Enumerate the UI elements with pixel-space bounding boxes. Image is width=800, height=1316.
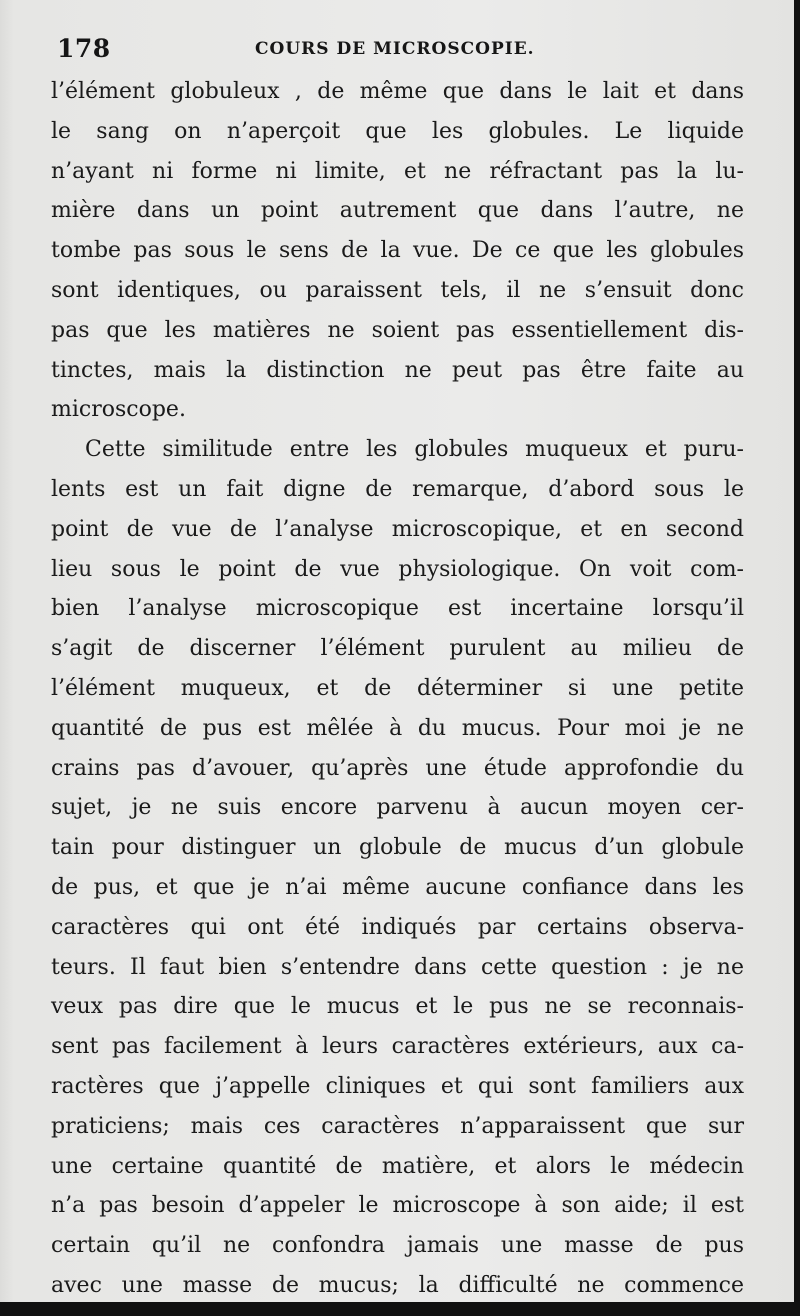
text-line: sent pas facilement à leurs caractères extérieurs, aux ca- <box>51 1034 744 1060</box>
text-line: bien l’analyse microscopique est incertaine lorsqu’il <box>51 596 744 622</box>
text-line: teurs. Il faut bien s’entendre dans cette question : je ne <box>51 954 744 980</box>
paragraph-2 <box>51 430 744 1302</box>
text-line: sont identiques, ou paraissent tels, il ne s’ensuit donc <box>51 277 744 303</box>
text-line: microscope. <box>51 397 186 423</box>
text-line: l’élément globuleux , de même que dans le lait et dans <box>51 79 744 104</box>
page-number: 178 <box>57 34 111 63</box>
text-line: avec une masse de mucus; la difficulté ne commence <box>51 1272 744 1298</box>
text-line: pas que les matières ne soient pas essentiellement dis- <box>51 317 744 343</box>
text-line: tinctes, mais la distinction ne peut pas être faite au <box>51 357 744 383</box>
text-line: Cette similitude entre les globules muqueux et puru- <box>85 437 744 463</box>
scan-edge-right <box>794 0 800 1316</box>
text-line: caractères qui ont été indiqués par certains observa- <box>51 914 744 940</box>
text-line: n’a pas besoin d’appeler le microscope à son aide; il est <box>51 1193 744 1219</box>
text-line: de pus, et que je n’ai même aucune confiance dans les <box>51 874 744 900</box>
text-line: tain pour distinguer un globule de mucus d’un globule <box>51 835 744 861</box>
page-header <box>57 34 747 68</box>
text-line: praticiens; mais ces caractères n’apparaissent que sur <box>51 1113 744 1139</box>
text-line: l’élément muqueux, et de déterminer si une petite <box>51 675 744 701</box>
text-line: veux pas dire que le mucus et le pus ne se reconnais- <box>51 994 744 1020</box>
text-line: quantité de pus est mêlée à du mucus. Pour moi je ne <box>51 715 744 741</box>
text-line: une certaine quantité de matière, et alors le médecin <box>51 1153 744 1179</box>
text-line: sujet, je ne suis encore parvenu à aucun moyen cer- <box>51 795 744 821</box>
text-line: point de vue de l’analyse microscopique, et en second <box>51 516 744 542</box>
scan-edge-bottom <box>0 1302 800 1316</box>
text-line: mière dans un point autrement que dans l’autre, ne <box>51 198 744 224</box>
text-line: certain qu’il ne confondra jamais une masse de pus <box>51 1233 744 1259</box>
text-line: ractères que j’appelle cliniques et qui sont familiers aux <box>51 1073 744 1099</box>
text-line: tombe pas sous le sens de la vue. De ce que les globules <box>51 238 744 264</box>
text-line: le sang on n’aperçoit que les globules. Le liquide <box>51 118 744 144</box>
text-line: n’ayant ni forme ni limite, et ne réfractant pas la lu- <box>51 158 744 184</box>
running-title: COURS DE MICROSCOPIE. <box>255 39 535 59</box>
text-line: lents est un fait digne de remarque, d’abord sous le <box>51 476 744 502</box>
text-line: s’agit de discerner l’élément purulent au milieu de <box>51 636 744 662</box>
text-line: crains pas d’avouer, qu’après une étude approfondie du <box>51 755 744 781</box>
text-line: lieu sous le point de vue physiologique. On voit com- <box>51 556 744 582</box>
paragraph-1 <box>51 72 744 430</box>
body-text <box>51 72 744 1302</box>
